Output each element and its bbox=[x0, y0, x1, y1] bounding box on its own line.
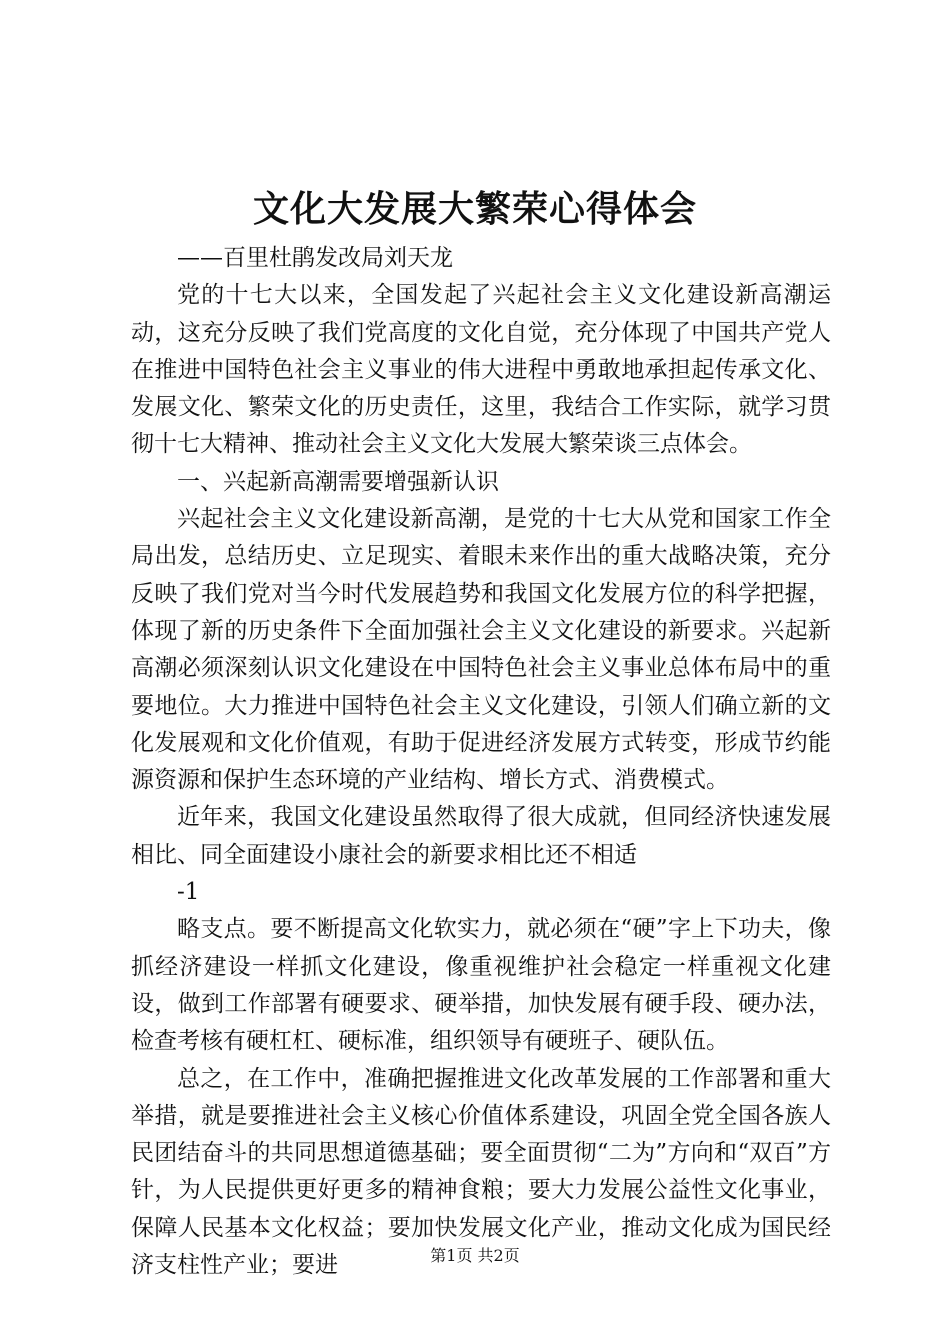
paragraph: 兴起社会主义文化建设新高潮，是党的十七大从党和国家工作全局出发，总结历史、立足现实、着眼未来作出的重大战略决策，充分反映了我们党对当今时代发展趋势和我国文化发展方位的科学把握，体现了新的历史条件下全面加强社会主义文化建设的新要求。兴起新高潮必须深刻认识文化建设在中国特色社会主义事业总体布局中的重要地位。大力推进中国特色社会主义文化建设，引领人们确立新的文化发展观和文化价值观，有助于促进经济发展方式转变，形成节约能源资源和保护生态环境的产业结构、增长方式、消费模式。 bbox=[131, 506, 831, 794]
paragraph: 近年来，我国文化建设虽然取得了很大成就，但同经济快速发展相比、同全面建设小康社会的新要求相比还不相适 bbox=[131, 804, 831, 868]
page-footer: 第1页 共2页 bbox=[430, 1246, 520, 1265]
author-line: ——百里杜鹃发改局刘天龙 bbox=[177, 245, 453, 271]
paragraph: 总之，在工作中，准确把握推进文化改革发展的工作部署和重大举措，就是要推进社会主义核心价值体系建设，巩固全党全国各族人民团结奋斗的共同思想道德基础；要全面贯彻“二为”方向和“双百”方针，为人民提供更好更多的精神食粮；要大力发展公益性文化事业，保障人民基本文化权益；要加快发展文化产业，推动文化成为国民经济支柱性产业；要进 bbox=[131, 1065, 831, 1279]
paragraph-intro: 党的十七大以来，全国发起了兴起社会主义文化建设新高潮运动，这充分反映了我们党高度的文化自觉，充分体现了中国共产党人在推进中国特色社会主义事业的伟大进程中勇敢地承担起传承文化、发展文化、繁荣文化的历史责任，这里，我结合工作实际，就学习贯彻十七大精神、推动社会主义文化大发展大繁荣谈三点体会。 bbox=[131, 282, 831, 458]
document-body bbox=[131, 240, 831, 1284]
section-heading: 一、兴起新高潮需要增强新认识 bbox=[177, 468, 499, 495]
inline-page-marker: -1 bbox=[177, 879, 200, 906]
paragraph: 略支点。要不断提高文化软实力，就必须在“硬”字上下功夫，像抓经济建设一样抓文化建设，像重视维护社会稳定一样重视文化建设，做到工作部署有硬要求、硬举措，加快发展有硬手段、硬办法，检查考核有硬杠杠、硬标准，组织领导有硬班子、硬队伍。 bbox=[131, 916, 831, 1055]
document-title: 文化大发展大繁荣心得体会 bbox=[252, 188, 697, 230]
